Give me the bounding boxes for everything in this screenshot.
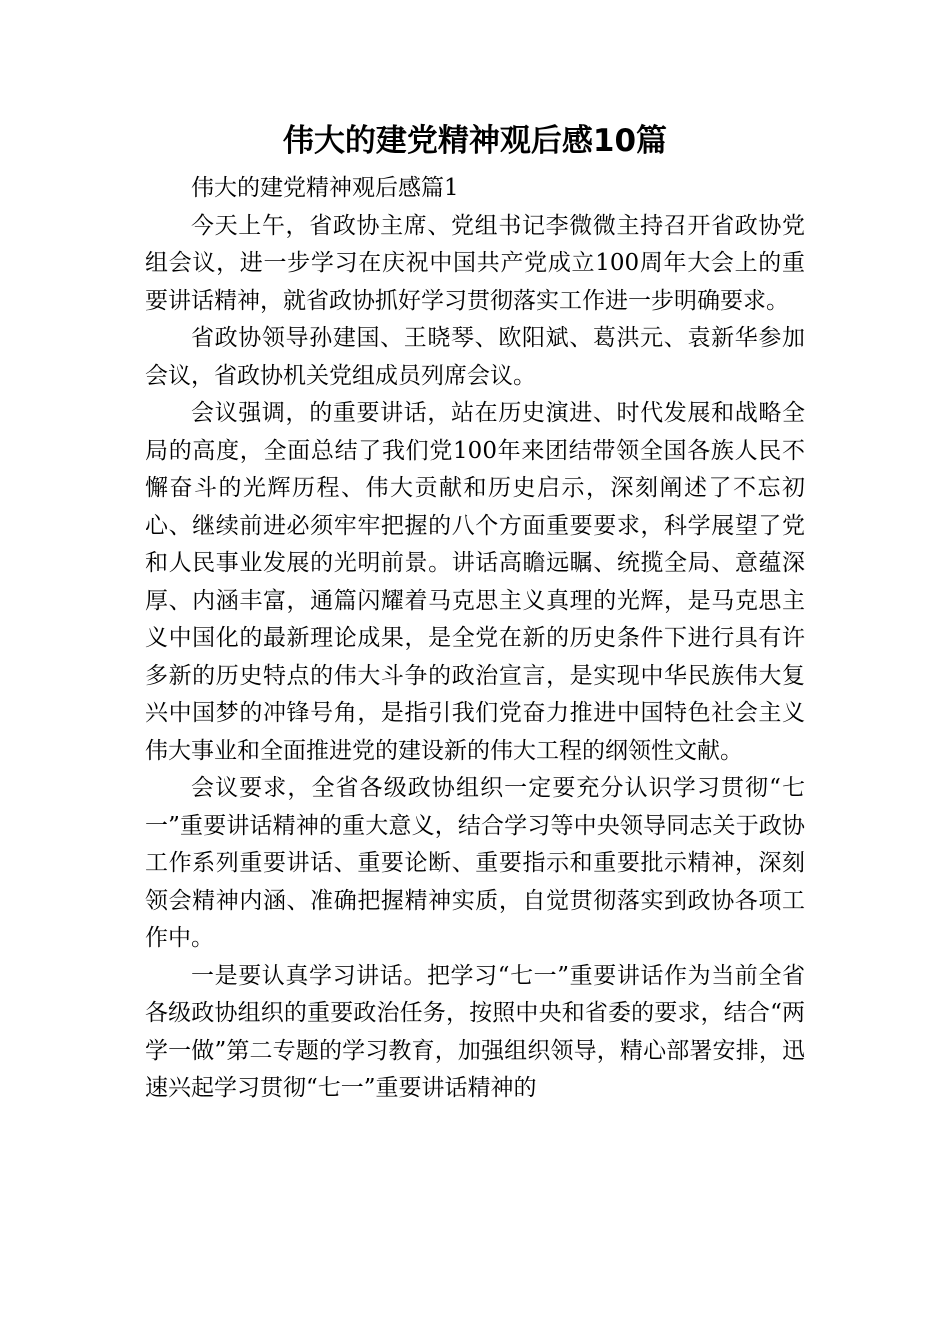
- section-heading: 伟大的建党精神观后感篇1: [191, 175, 459, 201]
- paragraph-5: 一是要认真学习讲话。把学习“七一”重要讲话作为当前全省各级政协组织的重要政治任务，按照中央和省委的要求，结合“两学一做”第二专题的学习教育，加强组织领导，精心部署安排，迅速兴起学习贯彻“七一”重要讲话精神的: [145, 962, 805, 1101]
- paragraph-4: 会议要求，全省各级政协组织一定要充分认识学习贯彻“七一”重要讲话精神的重大意义，结合学习等中央领导同志关于政协工作系列重要讲话、重要论断、重要指示和重要批示精神，深刻领会精神内涵、准确把握精神实质，自觉贯彻落实到政协各项工作中。: [145, 775, 805, 951]
- paragraph-2: 省政协领导孙建国、王晓琴、欧阳斌、葛洪元、袁新华参加会议，省政协机关党组成员列席会议。: [145, 325, 805, 389]
- document-body: [145, 170, 805, 1108]
- paragraph-3: 会议强调，的重要讲话，站在历史演进、时代发展和战略全局的高度，全面总结了我们党100年来团结带领全国各族人民不懈奋斗的光辉历程、伟大贡献和历史启示，深刻阐述了不忘初心、继续前进必须牢牢把握的八个方面重要要求，科学展望了党和人民事业发展的光明前景。讲话高瞻远瞩、统揽全局、意蕴深厚、内涵丰富，通篇闪耀着马克思主义真理的光辉，是马克思主义中国化的最新理论成果，是全党在新的历史条件下进行具有许多新的历史特点的伟大斗争的政治宣言，是实现中华民族伟大复兴中国梦的冲锋号角，是指引我们党奋力推进中国特色社会主义伟大事业和全面推进党的建设新的伟大工程的纲领性文献。: [145, 400, 805, 764]
- paragraph-1: 今天上午，省政协主席、党组书记李微微主持召开省政协党组会议，进一步学习在庆祝中国共产党成立100周年大会上的重要讲话精神，就省政协抓好学习贯彻落实工作进一步明确要求。: [145, 212, 805, 314]
- document-title: 伟大的建党精神观后感10篇: [282, 123, 668, 159]
